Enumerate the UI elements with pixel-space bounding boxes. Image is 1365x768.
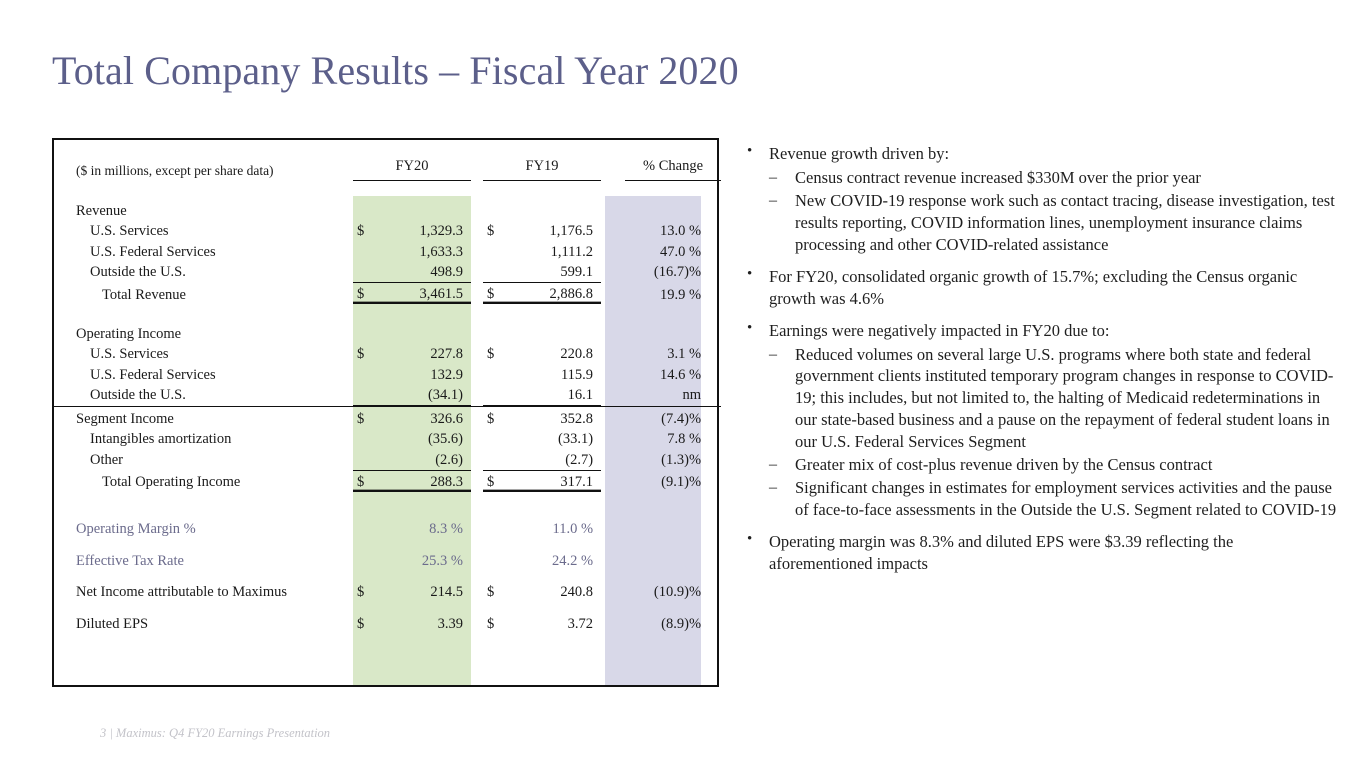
row-currency-fy19: $ (487, 223, 495, 240)
row-value-fy20: 288.3 (379, 471, 471, 492)
spacer-cell (471, 220, 483, 241)
row-value-pct-change: 7.8 % (667, 431, 702, 448)
table-row (54, 363, 721, 384)
row-currency-fy19: $ (483, 471, 509, 492)
bullet-marker-icon: • (747, 143, 753, 159)
row-currency-fy19 (483, 240, 509, 261)
row-value-pct-change (625, 199, 721, 220)
row-currency-fy19 (483, 518, 509, 539)
spacer-cell (471, 261, 483, 282)
row-value-fy19: 16.1 (567, 387, 594, 404)
spacer-cell (471, 140, 483, 179)
sub-bullet-text: Census contract revenue increased $330M over the prior year (795, 167, 1201, 187)
spacer-cell (471, 407, 483, 428)
row-value-fy20: 132.9 (430, 366, 464, 383)
row-value-fy20: 1,633.3 (419, 243, 464, 260)
row-currency-fy20 (353, 518, 379, 539)
row-value-fy19: (2.7) (565, 451, 594, 468)
spacer-cell (471, 581, 483, 602)
row-currency-fy19 (483, 428, 509, 449)
section-gap (54, 601, 721, 612)
row-value-fy19: 352.8 (509, 407, 601, 428)
spacer-cell (601, 581, 625, 602)
table-row (54, 199, 721, 220)
commentary-bullet-list (739, 143, 1339, 585)
units-note: ($ in millions, except per share data) (76, 163, 274, 178)
section-gap (54, 491, 721, 518)
bullet-block (739, 320, 1339, 521)
bullet-text: Revenue growth driven by: (769, 144, 950, 163)
row-currency-fy19: $ (487, 346, 495, 363)
bullet-block (739, 143, 1339, 256)
row-label: U.S. Federal Services (90, 366, 216, 383)
row-value-pct-change: 13.0 % (659, 223, 702, 240)
row-value-fy19: 317.1 (509, 471, 601, 492)
bullet-text: Earnings were negatively impacted in FY20 due to: (769, 320, 1110, 340)
spacer-cell (471, 428, 483, 449)
table-row (54, 322, 721, 343)
row-value-pct-change: 3.1 % (667, 346, 702, 363)
row-value-pct-change: (7.4)% (625, 407, 721, 428)
spacer-cell (601, 363, 625, 384)
bullet-text: For FY20, consolidated organic growth of 15.7%; excluding the Census organic growth was 4.6% (769, 266, 1298, 308)
row-value-fy20 (379, 322, 471, 343)
row-value-pct-change (625, 518, 721, 539)
bullet-marker-icon: • (747, 531, 753, 547)
table-row (54, 471, 721, 492)
table-row (54, 612, 721, 633)
row-value-fy20: 3,461.5 (379, 283, 471, 304)
row-value-fy19 (509, 322, 601, 343)
section-gap (54, 538, 721, 549)
section-gap (54, 304, 721, 323)
row-currency-fy20: $ (353, 407, 379, 428)
table-row (54, 428, 721, 449)
row-value-pct-change: (1.3)% (661, 451, 702, 468)
row-value-fy19: (33.1) (557, 431, 594, 448)
sub-bullet-text: Significant changes in estimates for employment services activities and the pause of face-to-face assessments in the Outside the U.S. Segment related to COVID-19 (795, 478, 1337, 520)
table-row (54, 343, 721, 364)
sub-bullet-text: New COVID-19 response work such as contact tracing, disease investigation, test results reporting, COVID information lines, unemployment insurance claims processing and other COVID-related assistance (795, 190, 1335, 254)
row-value-fy19: 1,111.2 (550, 243, 594, 260)
bullet-block (739, 531, 1339, 575)
row-value-pct-change (625, 322, 721, 343)
row-value-fy20: 3.39 (437, 615, 464, 632)
row-value-fy19: 240.8 (560, 584, 594, 601)
spacer-cell (54, 304, 721, 323)
row-label: Intangibles amortization (90, 431, 232, 448)
spacer-cell (601, 384, 625, 405)
row-currency-fy19 (483, 199, 509, 220)
table-row (54, 283, 721, 304)
spacer-cell (471, 363, 483, 384)
row-value-fy19 (509, 199, 601, 220)
spacer-cell (601, 240, 625, 261)
row-label: Effective Tax Rate (76, 552, 184, 569)
row-currency-fy20 (353, 428, 379, 449)
row-value-fy20: (34.1) (427, 387, 464, 404)
column-header-pct-change: % Change (643, 158, 704, 175)
row-value-fy20: 1,329.3 (419, 223, 464, 240)
table-row (54, 220, 721, 241)
spacer-cell (471, 240, 483, 261)
row-label: Outside the U.S. (90, 264, 186, 281)
row-currency-fy20 (353, 384, 379, 405)
row-value-pct-change (625, 549, 721, 570)
row-currency-fy20 (353, 363, 379, 384)
spacer-cell (471, 322, 483, 343)
row-currency-fy20: $ (357, 223, 365, 240)
section-gap (54, 181, 721, 199)
row-currency-fy19: $ (487, 615, 495, 632)
section-gap (54, 570, 721, 581)
spacer-cell (601, 407, 625, 428)
row-label: U.S. Services (90, 346, 169, 363)
row-value-pct-change: 47.0 % (659, 243, 702, 260)
row-currency-fy19 (483, 363, 509, 384)
spacer-cell (601, 322, 625, 343)
spacer-cell (601, 140, 625, 179)
row-value-fy19: 11.0 % (552, 521, 594, 538)
column-header-fy19: FY19 (525, 158, 559, 175)
row-label: Revenue (76, 202, 127, 219)
table-header-row (54, 140, 721, 179)
row-value-fy19: 2,886.8 (509, 283, 601, 304)
row-value-pct-change: (9.1)% (661, 474, 702, 491)
row-label: Segment Income (54, 407, 353, 428)
bullet-item (739, 143, 1339, 165)
row-currency-fy20 (353, 261, 379, 282)
row-currency-fy19 (483, 448, 509, 469)
row-value-fy19: 599.1 (560, 264, 594, 281)
row-value-pct-change: nm (682, 387, 702, 404)
spacer-cell (471, 283, 483, 304)
sub-bullet-marker-icon: – (769, 479, 777, 497)
row-label: Operating Income (76, 325, 182, 342)
row-currency-fy20: $ (357, 584, 365, 601)
spacer-cell (471, 612, 483, 633)
row-value-fy20: 214.5 (430, 584, 464, 601)
spacer-cell (601, 428, 625, 449)
row-value-fy20: (2.6) (435, 451, 464, 468)
spacer-cell (601, 612, 625, 633)
sub-bullet-text: Greater mix of cost-plus revenue driven by the Census contract (795, 455, 1213, 475)
row-currency-fy19 (483, 549, 509, 570)
sub-bullet-marker-icon: – (769, 456, 777, 474)
spacer-cell (471, 384, 483, 405)
spacer-cell (54, 538, 721, 549)
row-value-fy19: 220.8 (560, 346, 594, 363)
spacer-cell (471, 199, 483, 220)
row-currency-fy19 (483, 261, 509, 282)
bullet-item (739, 320, 1339, 342)
sub-bullet-text: Reduced volumes on several large U.S. programs where both state and federal government clients instituted temporary program changes in response to COVID-19; this includes, but not limited to, the halting of Medicaid redeterminations in our state-based business and a pause on the repayment of federal student loans in our U.S. Federal Services Segment (795, 344, 1334, 452)
table-row (54, 407, 721, 428)
sub-bullet-item (739, 454, 1339, 476)
row-currency-fy20 (353, 322, 379, 343)
bullet-item (739, 531, 1339, 575)
sub-bullet-item (739, 477, 1339, 521)
page-title: Total Company Results – Fiscal Year 2020 (52, 48, 739, 93)
row-value-pct-change: (8.9)% (661, 615, 702, 632)
row-currency-fy20 (353, 549, 379, 570)
financial-results-table (54, 140, 721, 633)
row-currency-fy20: $ (357, 346, 365, 363)
row-currency-fy19 (483, 384, 509, 405)
row-label: U.S. Services (90, 223, 169, 240)
spacer-cell (471, 448, 483, 469)
row-value-fy19: 1,176.5 (549, 223, 594, 240)
table-row (54, 581, 721, 602)
bullet-block (739, 266, 1339, 310)
row-currency-fy20: $ (353, 283, 379, 304)
table-row (54, 261, 721, 282)
spacer-cell (601, 471, 625, 492)
row-value-pct-change: 19.9 % (659, 286, 702, 303)
row-label: Operating Margin % (76, 521, 196, 538)
table-row (54, 549, 721, 570)
bullet-item (739, 266, 1339, 310)
spacer-cell (54, 570, 721, 581)
table-row (54, 448, 721, 469)
sub-bullet-item (739, 190, 1339, 256)
row-label: Total Revenue (102, 286, 186, 303)
row-label: U.S. Federal Services (90, 243, 216, 260)
spacer-cell (601, 448, 625, 469)
spacer-cell (471, 471, 483, 492)
row-label: Outside the U.S. (90, 387, 186, 404)
row-label: Net Income attributable to Maximus (76, 584, 288, 601)
spacer-cell (601, 549, 625, 570)
spacer-cell (601, 261, 625, 282)
table-row (54, 240, 721, 261)
table-row (54, 518, 721, 539)
row-label: Other (90, 451, 124, 468)
column-header-fy20: FY20 (395, 158, 429, 175)
spacer-cell (601, 518, 625, 539)
row-currency-fy20 (353, 448, 379, 469)
row-label: Total Operating Income (102, 474, 241, 491)
row-value-fy20: 227.8 (430, 346, 464, 363)
row-currency-fy20 (353, 240, 379, 261)
row-value-fy20: (35.6) (427, 431, 464, 448)
row-currency-fy20: $ (357, 615, 365, 632)
row-currency-fy19: $ (483, 407, 509, 428)
row-value-pct-change: (10.9)% (653, 584, 702, 601)
row-label: Diluted EPS (76, 615, 149, 632)
row-currency-fy20: $ (353, 471, 379, 492)
row-value-fy20 (379, 199, 471, 220)
spacer-cell (471, 549, 483, 570)
spacer-cell (54, 181, 721, 199)
spacer-cell (54, 491, 721, 518)
row-value-fy19: 24.2 % (551, 552, 594, 569)
spacer-cell (54, 601, 721, 612)
sub-bullet-item (739, 344, 1339, 454)
financial-table-panel (52, 138, 719, 687)
row-currency-fy19: $ (483, 283, 509, 304)
sub-bullet-item (739, 167, 1339, 189)
spacer-cell (471, 518, 483, 539)
bullet-marker-icon: • (747, 319, 753, 336)
spacer-cell (601, 199, 625, 220)
sub-bullet-marker-icon: – (769, 191, 777, 209)
row-value-pct-change: 14.6 % (659, 366, 702, 383)
row-value-fy20: 8.3 % (429, 521, 464, 538)
row-value-fy19: 115.9 (560, 366, 594, 383)
row-currency-fy19 (483, 322, 509, 343)
row-value-fy20: 25.3 % (421, 552, 464, 569)
row-value-fy20: 326.6 (379, 407, 471, 428)
sub-bullet-marker-icon: – (769, 168, 777, 186)
spacer-cell (601, 220, 625, 241)
row-value-fy20: 498.9 (430, 264, 464, 281)
spacer-cell (601, 283, 625, 304)
spacer-cell (601, 343, 625, 364)
slide-footer: 3 | Maximus: Q4 FY20 Earnings Presentation (100, 726, 331, 740)
row-value-fy19: 3.72 (567, 615, 594, 632)
table-row (54, 384, 721, 405)
bullet-text: Operating margin was 8.3% and diluted EPS were $3.39 reflecting the aforementioned impacts (769, 532, 1234, 573)
bullet-marker-icon: • (747, 265, 753, 282)
row-currency-fy20 (353, 199, 379, 220)
spacer-cell (471, 343, 483, 364)
sub-bullet-marker-icon: – (769, 345, 777, 363)
row-value-pct-change: (16.7)% (653, 264, 702, 281)
row-currency-fy19: $ (487, 584, 495, 601)
